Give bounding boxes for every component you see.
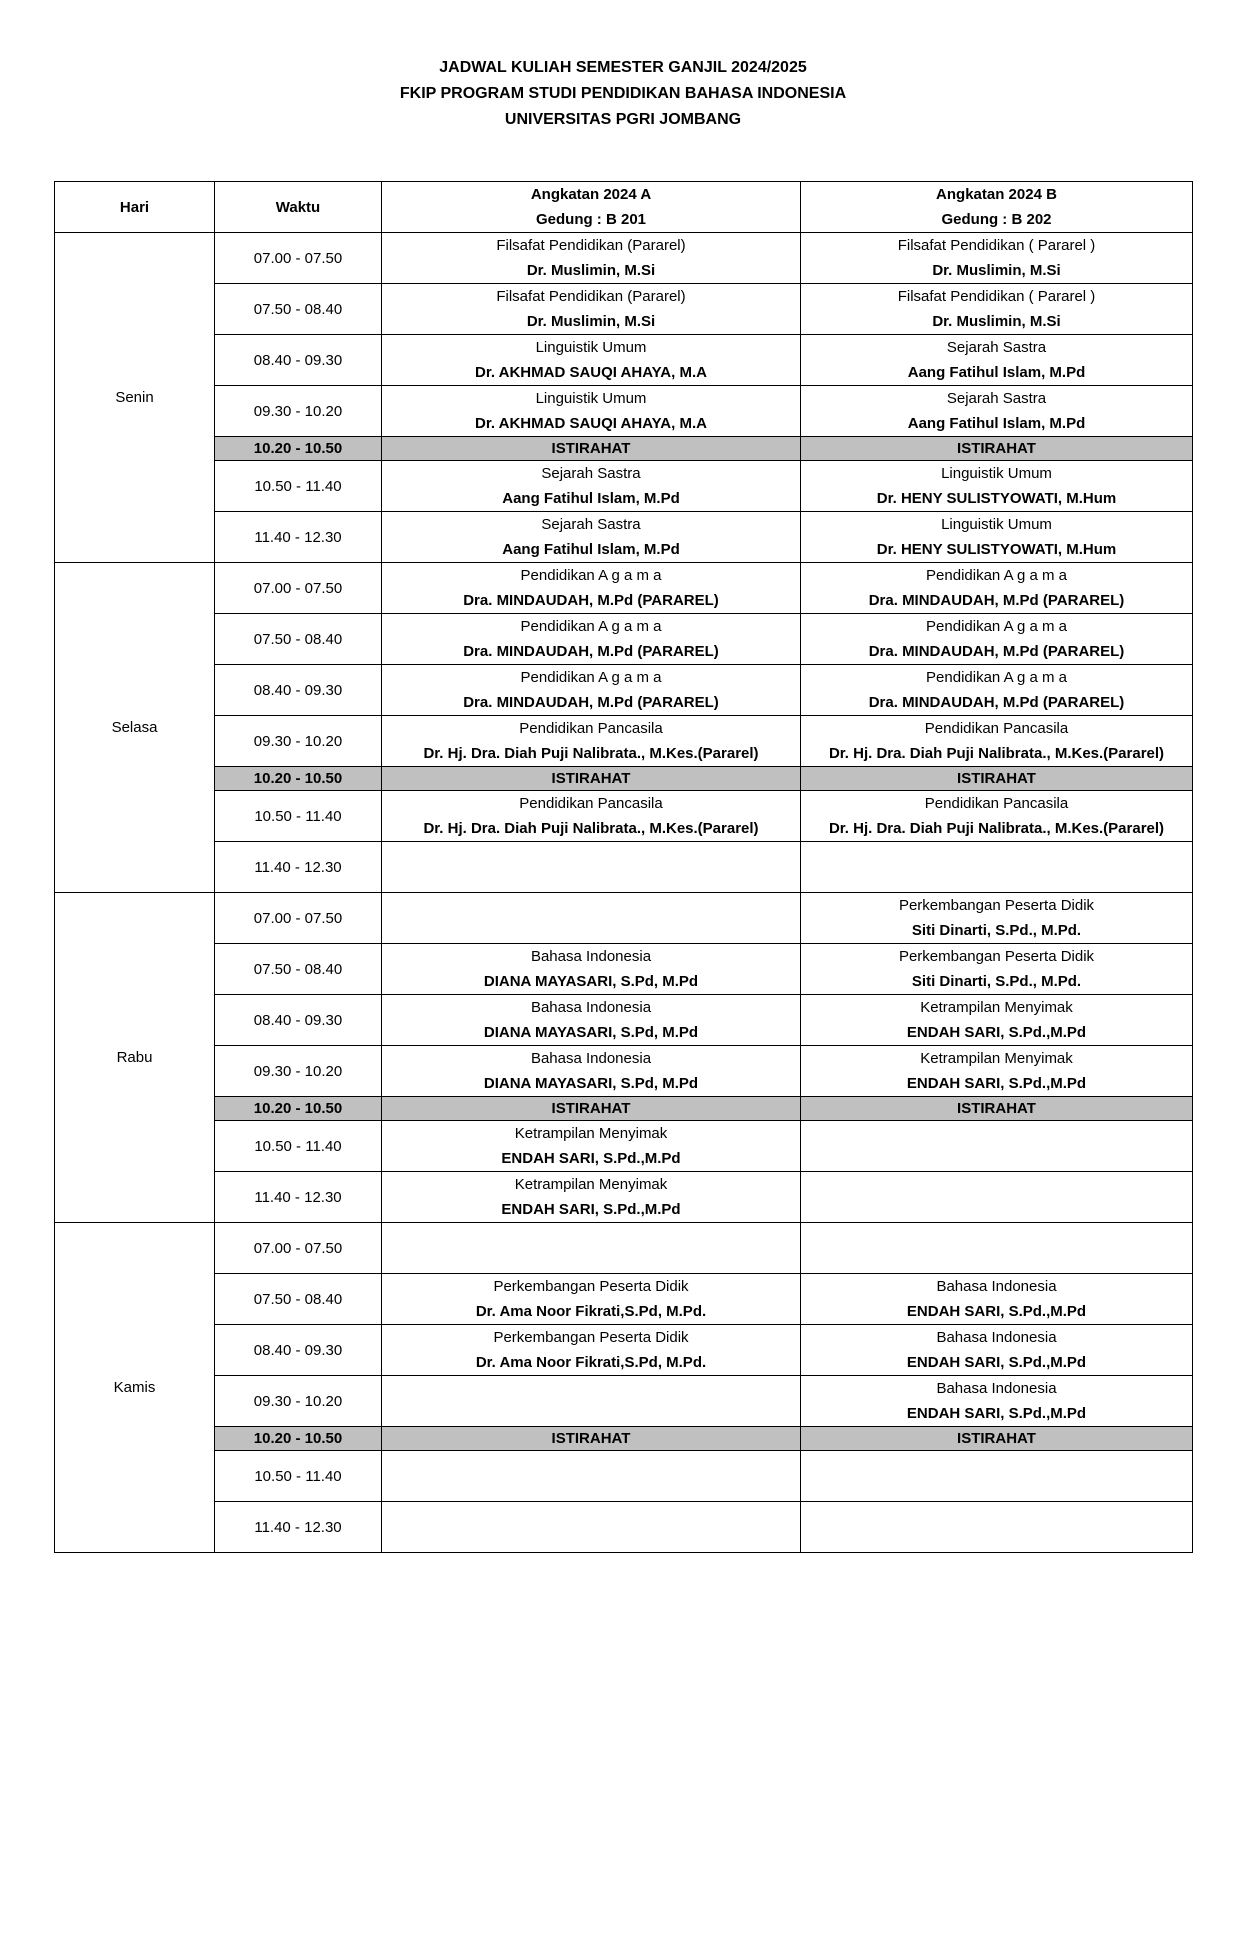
table-row (55, 1502, 1193, 1553)
time-cell: 11.40 - 12.30 (215, 512, 382, 563)
lecturer-name: Aang Fatihul Islam, M.Pd (502, 490, 680, 507)
class-a-cell (382, 842, 801, 893)
class-b-cell (801, 944, 1193, 995)
lecturer-name: DIANA MAYASARI, S.Pd, M.Pd (483, 1075, 699, 1092)
class-a-cell (382, 995, 801, 1046)
course-name: Pendidikan A g a m a (926, 618, 1067, 635)
course-name: Ketrampilan Menyimak (514, 1176, 668, 1193)
table-row (55, 1274, 1193, 1325)
course-name: Pendidikan Pancasila (924, 720, 1069, 737)
course-name: Filsafat Pendidikan (Pararel) (496, 237, 686, 254)
lecturer-name: Dr. AKHMAD SAUQI AHAYA, M.A (475, 364, 707, 381)
course-name: Linguistik Umum (535, 390, 647, 407)
table-row (55, 665, 1193, 716)
course-name: Sejarah Sastra (541, 465, 641, 482)
lecturer-name: Dr. Ama Noor Fikrati,S.Pd, M.Pd. (475, 1303, 707, 1320)
lecturer-name: Dr. HENY SULISTYOWATI, M.Hum (876, 541, 1117, 558)
time-cell: 07.50 - 08.40 (215, 1274, 382, 1325)
lecturer-name: DIANA MAYASARI, S.Pd, M.Pd (483, 973, 699, 990)
lecturer-name: Dr. Hj. Dra. Diah Puji Nalibrata., M.Kes.(Pararel) (423, 820, 759, 837)
class-b-cell (801, 1121, 1193, 1172)
class-a-cell (382, 1502, 801, 1553)
title-line-1: JADWAL KULIAH SEMESTER GANJIL 2024/2025 (439, 59, 807, 76)
lecturer-name: ENDAH SARI, S.Pd.,M.Pd (906, 1354, 1087, 1371)
class-b-room: Gedung : B 202 (941, 211, 1052, 228)
table-row (55, 716, 1193, 767)
course-name: Perkembangan Peserta Didik (493, 1329, 689, 1346)
class-a-cell (382, 563, 801, 614)
lecturer-name: Siti Dinarti, S.Pd., M.Pd. (911, 973, 1082, 990)
course-name: Filsafat Pendidikan ( Pararel ) (897, 288, 1096, 305)
header-row (55, 182, 1193, 233)
table-row (55, 563, 1193, 614)
lecturer-name: Dr. Hj. Dra. Diah Puji Nalibrata., M.Kes.(Pararel) (423, 745, 759, 762)
lecturer-name: Aang Fatihul Islam, M.Pd (907, 415, 1086, 432)
class-a-cell (382, 386, 801, 437)
schedule-table (54, 181, 1193, 1553)
class-b-cell (801, 461, 1193, 512)
header-class-b (801, 182, 1193, 233)
table-row (55, 1046, 1193, 1097)
class-b-cell (801, 335, 1193, 386)
course-name: Bahasa Indonesia (936, 1278, 1057, 1295)
table-row (55, 995, 1193, 1046)
class-a-room: Gedung : B 201 (535, 211, 647, 228)
time-cell: 08.40 - 09.30 (215, 335, 382, 386)
class-a-cell (382, 1325, 801, 1376)
class-b-cell (801, 233, 1193, 284)
table-row (55, 1223, 1193, 1274)
class-b-cell (801, 1046, 1193, 1097)
class-b-cell (801, 386, 1193, 437)
class-b-cell (801, 1325, 1193, 1376)
table-row (55, 1097, 1193, 1121)
table-row (55, 1121, 1193, 1172)
class-a-cell (382, 614, 801, 665)
table-row (55, 791, 1193, 842)
class-a-cell (382, 665, 801, 716)
time-cell: 10.20 - 10.50 (215, 767, 382, 791)
table-row (55, 461, 1193, 512)
class-b-cell (801, 614, 1193, 665)
course-name: Ketrampilan Menyimak (514, 1125, 668, 1142)
break-cell: ISTIRAHAT (801, 437, 1193, 461)
lecturer-name: Dra. MINDAUDAH, M.Pd (PARAREL) (868, 643, 1125, 660)
time-cell: 10.50 - 11.40 (215, 461, 382, 512)
time-cell: 10.50 - 11.40 (215, 1451, 382, 1502)
time-cell: 07.00 - 07.50 (215, 1223, 382, 1274)
lecturer-name: Dra. MINDAUDAH, M.Pd (PARAREL) (463, 694, 719, 711)
lecturer-name: Dr. Muslimin, M.Si (932, 313, 1061, 330)
course-name: Perkembangan Peserta Didik (493, 1278, 689, 1295)
table-row (55, 284, 1193, 335)
lecturer-name: ENDAH SARI, S.Pd.,M.Pd (501, 1201, 681, 1218)
class-b-cell (801, 284, 1193, 335)
day-cell: Rabu (55, 893, 215, 1223)
time-cell: 09.30 - 10.20 (215, 716, 382, 767)
course-name: Ketrampilan Menyimak (920, 999, 1073, 1016)
course-name: Filsafat Pendidikan ( Pararel ) (897, 237, 1096, 254)
lecturer-name: DIANA MAYASARI, S.Pd, M.Pd (483, 1024, 699, 1041)
course-name: Bahasa Indonesia (936, 1329, 1057, 1346)
break-cell: ISTIRAHAT (801, 767, 1193, 791)
course-name: Bahasa Indonesia (530, 1050, 652, 1067)
time-cell: 08.40 - 09.30 (215, 995, 382, 1046)
time-cell: 07.00 - 07.50 (215, 563, 382, 614)
class-a-cell (382, 944, 801, 995)
class-b-cell (801, 1376, 1193, 1427)
course-name: Bahasa Indonesia (530, 948, 652, 965)
course-name: Linguistik Umum (535, 339, 647, 356)
lecturer-name: ENDAH SARI, S.Pd.,M.Pd (906, 1075, 1087, 1092)
table-row (55, 512, 1193, 563)
time-cell: 07.50 - 08.40 (215, 284, 382, 335)
table-row (55, 437, 1193, 461)
course-name: Sejarah Sastra (541, 516, 641, 533)
lecturer-name: Dr. Muslimin, M.Si (526, 262, 656, 279)
course-name: Perkembangan Peserta Didik (898, 948, 1095, 965)
class-a-cell (382, 893, 801, 944)
lecturer-name: Dr. HENY SULISTYOWATI, M.Hum (876, 490, 1117, 507)
lecturer-name: Dr. AKHMAD SAUQI AHAYA, M.A (475, 415, 707, 432)
document-title-block (0, 55, 1246, 133)
break-cell: ISTIRAHAT (801, 1097, 1193, 1121)
class-b-cell (801, 665, 1193, 716)
time-cell: 10.20 - 10.50 (215, 437, 382, 461)
class-b-cell (801, 842, 1193, 893)
class-b-cell (801, 1223, 1193, 1274)
course-name: Sejarah Sastra (946, 390, 1047, 407)
time-cell: 08.40 - 09.30 (215, 665, 382, 716)
class-b-cell (801, 1274, 1193, 1325)
class-a-cell (382, 233, 801, 284)
time-cell: 07.50 - 08.40 (215, 614, 382, 665)
break-cell: ISTIRAHAT (382, 767, 801, 791)
title-line-3: UNIVERSITAS PGRI JOMBANG (504, 111, 742, 128)
table-row (55, 767, 1193, 791)
time-cell: 09.30 - 10.20 (215, 1376, 382, 1427)
class-a-cell (382, 1046, 801, 1097)
course-name: Pendidikan A g a m a (520, 567, 662, 584)
lecturer-name: Aang Fatihul Islam, M.Pd (502, 541, 680, 558)
course-name: Pendidikan A g a m a (926, 567, 1067, 584)
table-row (55, 1325, 1193, 1376)
course-name: Filsafat Pendidikan (Pararel) (496, 288, 686, 305)
day-cell: Selasa (55, 563, 215, 893)
class-b-cell (801, 995, 1193, 1046)
schedule-body (55, 233, 1193, 1553)
course-name: Pendidikan A g a m a (520, 669, 662, 686)
time-cell: 09.30 - 10.20 (215, 1046, 382, 1097)
table-row (55, 1172, 1193, 1223)
course-name: Pendidikan A g a m a (520, 618, 662, 635)
header-hari: Hari (55, 182, 215, 233)
time-cell: 11.40 - 12.30 (215, 1172, 382, 1223)
course-name: Linguistik Umum (941, 516, 1052, 533)
time-cell: 07.50 - 08.40 (215, 944, 382, 995)
lecturer-name: Dr. Muslimin, M.Si (526, 313, 656, 330)
day-cell: Kamis (55, 1223, 215, 1553)
time-cell: 11.40 - 12.30 (215, 1502, 382, 1553)
break-cell: ISTIRAHAT (382, 1427, 801, 1451)
time-cell: 07.00 - 07.50 (215, 233, 382, 284)
course-name: Linguistik Umum (941, 465, 1052, 482)
time-cell: 10.20 - 10.50 (215, 1427, 382, 1451)
time-cell: 09.30 - 10.20 (215, 386, 382, 437)
break-cell: ISTIRAHAT (382, 437, 801, 461)
table-row (55, 944, 1193, 995)
time-cell: 10.20 - 10.50 (215, 1097, 382, 1121)
class-b-cell (801, 1502, 1193, 1553)
class-a-cell (382, 1274, 801, 1325)
time-cell: 10.50 - 11.40 (215, 1121, 382, 1172)
break-cell: ISTIRAHAT (382, 1097, 801, 1121)
class-b-cell (801, 716, 1193, 767)
class-a-cell (382, 1451, 801, 1502)
table-row (55, 893, 1193, 944)
course-name: Ketrampilan Menyimak (920, 1050, 1073, 1067)
lecturer-name: Dr. Hj. Dra. Diah Puji Nalibrata., M.Kes.(Pararel) (828, 745, 1165, 762)
lecturer-name: Dr. Ama Noor Fikrati,S.Pd, M.Pd. (475, 1354, 707, 1371)
class-b-cell (801, 1172, 1193, 1223)
class-a-cell (382, 512, 801, 563)
lecturer-name: ENDAH SARI, S.Pd.,M.Pd (906, 1405, 1087, 1422)
course-name: Pendidikan Pancasila (519, 720, 663, 737)
course-name: Bahasa Indonesia (936, 1380, 1057, 1397)
class-a-cell (382, 284, 801, 335)
class-b-name: Angkatan 2024 B (936, 186, 1057, 203)
course-name: Bahasa Indonesia (530, 999, 652, 1016)
lecturer-name: Dra. MINDAUDAH, M.Pd (PARAREL) (868, 694, 1125, 711)
class-b-cell (801, 893, 1193, 944)
class-b-cell (801, 791, 1193, 842)
header-class-a (382, 182, 801, 233)
table-row (55, 1427, 1193, 1451)
lecturer-name: Dr. Muslimin, M.Si (932, 262, 1061, 279)
course-name: Sejarah Sastra (946, 339, 1047, 356)
course-name: Pendidikan A g a m a (926, 669, 1067, 686)
table-row (55, 233, 1193, 284)
table-row (55, 386, 1193, 437)
class-a-name: Angkatan 2024 A (530, 186, 652, 203)
title-line-2: FKIP PROGRAM STUDI PENDIDIKAN BAHASA INDONESIA (399, 85, 847, 102)
day-cell: Senin (55, 233, 215, 563)
lecturer-name: Dra. MINDAUDAH, M.Pd (PARAREL) (463, 592, 719, 609)
header-waktu: Waktu (215, 182, 382, 233)
table-row (55, 614, 1193, 665)
table-row (55, 335, 1193, 386)
lecturer-name: Dr. Hj. Dra. Diah Puji Nalibrata., M.Kes.(Pararel) (828, 820, 1165, 837)
class-a-cell (382, 1223, 801, 1274)
lecturer-name: Aang Fatihul Islam, M.Pd (907, 364, 1086, 381)
class-a-cell (382, 716, 801, 767)
break-cell: ISTIRAHAT (801, 1427, 1193, 1451)
lecturer-name: Dra. MINDAUDAH, M.Pd (PARAREL) (463, 643, 719, 660)
time-cell: 10.50 - 11.40 (215, 791, 382, 842)
course-name: Pendidikan Pancasila (924, 795, 1069, 812)
class-b-cell (801, 563, 1193, 614)
class-a-cell (382, 1376, 801, 1427)
time-cell: 11.40 - 12.30 (215, 842, 382, 893)
lecturer-name: Siti Dinarti, S.Pd., M.Pd. (911, 922, 1082, 939)
class-b-cell (801, 512, 1193, 563)
table-row (55, 1451, 1193, 1502)
lecturer-name: Dra. MINDAUDAH, M.Pd (PARAREL) (868, 592, 1125, 609)
time-cell: 08.40 - 09.30 (215, 1325, 382, 1376)
table-row (55, 1376, 1193, 1427)
class-a-cell (382, 335, 801, 386)
table-row (55, 842, 1193, 893)
class-a-cell (382, 461, 801, 512)
course-name: Perkembangan Peserta Didik (898, 897, 1095, 914)
class-b-cell (801, 1451, 1193, 1502)
lecturer-name: ENDAH SARI, S.Pd.,M.Pd (501, 1150, 681, 1167)
class-a-cell (382, 1172, 801, 1223)
lecturer-name: ENDAH SARI, S.Pd.,M.Pd (906, 1024, 1087, 1041)
lecturer-name: ENDAH SARI, S.Pd.,M.Pd (906, 1303, 1087, 1320)
time-cell: 07.00 - 07.50 (215, 893, 382, 944)
class-a-cell (382, 791, 801, 842)
course-name: Pendidikan Pancasila (519, 795, 663, 812)
class-a-cell (382, 1121, 801, 1172)
